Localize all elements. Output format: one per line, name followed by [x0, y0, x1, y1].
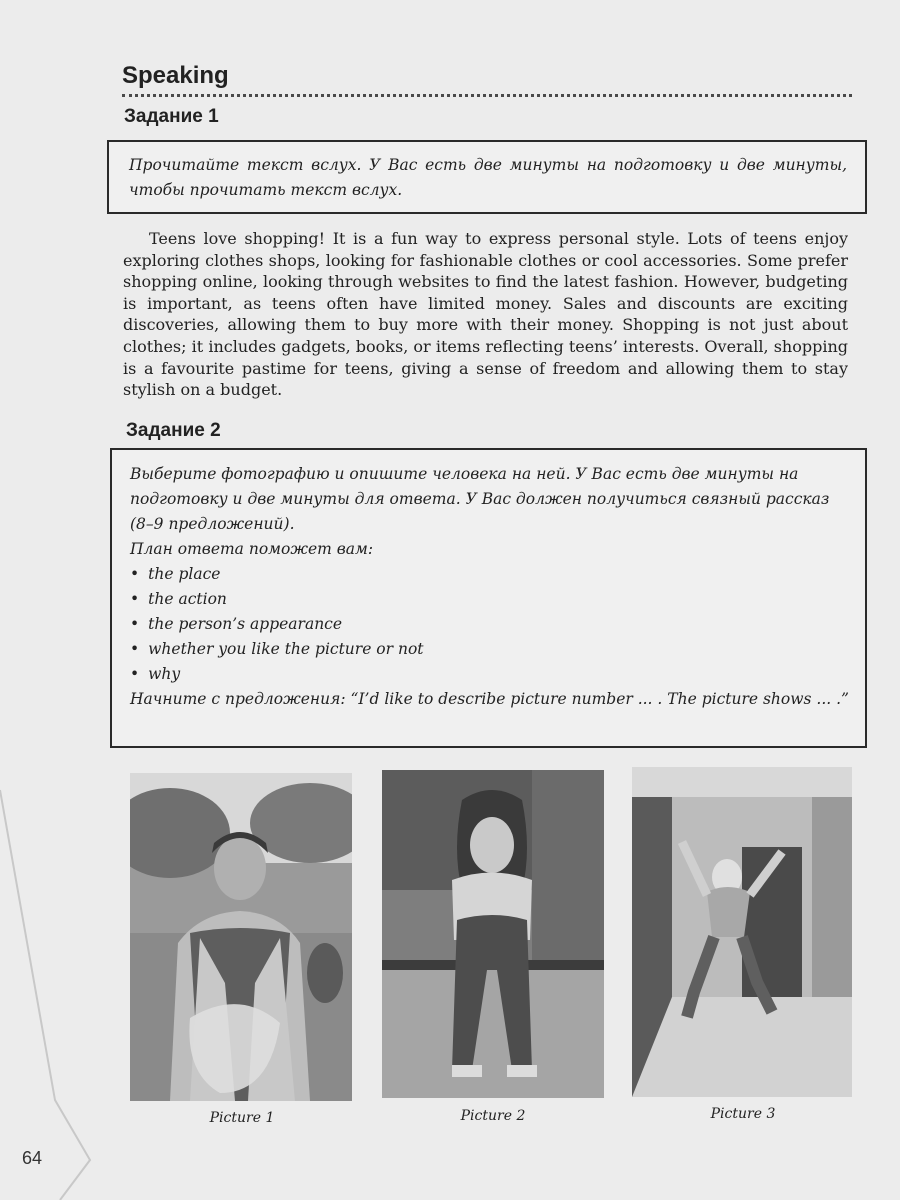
- reading-paragraph: Teens love shopping! It is a fun way to express personal style. Lots of teens enjoy exploring clothes shops, looking for fashionable clothes or cool accessories. Some prefer shopping online, looking through websites to find the latest fashion. However, budgeting is important, as teens often have limited money. Sales and discounts are exciting discoveries, allowing them to buy more with their money. Shopping is not just about clothes; it includes gadgets, books, or items reflecting teens’ interests. Overall, shopping is a favourite pastime for teens, giving a sense of freedom and allowing them to stay stylish on a budget.: [123, 229, 848, 400]
- plan-intro: План ответа поможет вам:: [130, 540, 374, 558]
- plan-list: [130, 562, 849, 687]
- boy-jumping-photo: [632, 767, 852, 1097]
- plan-item: • why: [130, 662, 849, 687]
- section-title: Speaking: [122, 62, 229, 89]
- task1-instruction: Прочитайте текст вслух. У Вас есть две минуты на подготовку и две минуты, чтобы прочитать текст вслух.: [129, 156, 847, 199]
- picture-caption: Picture 1: [209, 1110, 275, 1126]
- picture-caption: Picture 3: [710, 1106, 776, 1122]
- boy-with-bag-photo: [130, 773, 352, 1101]
- task1-instruction-box: [107, 140, 867, 214]
- task2-title: Задание 2: [126, 420, 221, 441]
- reading-text: [123, 228, 848, 401]
- plan-item: • whether you like the picture or not: [130, 637, 849, 662]
- dotted-divider: [122, 94, 852, 97]
- task2-instruction-box: [110, 448, 867, 748]
- start-phrase: Начните с предложения: “I’d like to describe picture number ... . The picture shows ... .”: [130, 690, 849, 708]
- girl-sitting-photo: [382, 770, 604, 1098]
- task2-instruction: Выберите фотографию и опишите человека на ней. У Вас есть две минуты на подготовку и две минуты для ответа. У Вас должен получиться связный рассказ (8–9 предложений).: [130, 465, 830, 533]
- plan-item: • the person’s appearance: [130, 612, 849, 637]
- picture-caption: Picture 2: [460, 1108, 526, 1124]
- page-number: 64: [22, 1148, 43, 1168]
- plan-item: • the action: [130, 587, 849, 612]
- plan-item: • the place: [130, 562, 849, 587]
- task1-title: Задание 1: [124, 106, 219, 127]
